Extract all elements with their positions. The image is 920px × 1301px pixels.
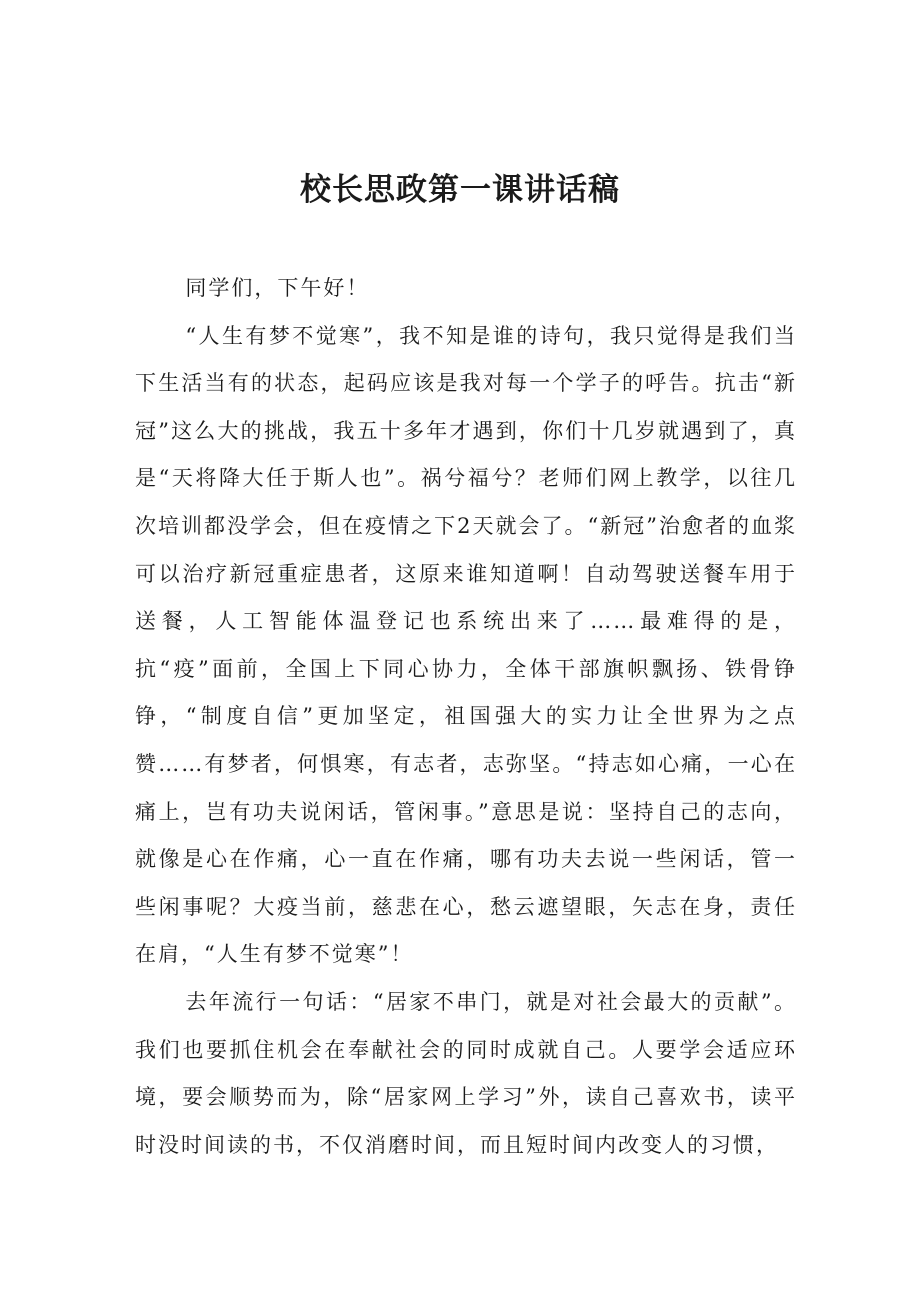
paragraph-greeting: 同学们，下午好！ [185, 276, 370, 300]
paragraph: “人生有梦不觉寒”，我不知是谁的诗句，我只觉得是我们当下生活当有的状态，起码应该是我对每一个学子的呼告。抗击“新冠”这么大的挑战，我五十多年才遇到，你们十几岁就遇到了，真是“天将降大任于斯人也”。祸兮福兮？老师们网上教学，以往几次培训都没学会，但在疫情之下2天就会了。“新冠”治愈者的血浆可以治疗新冠重症患者，这原来谁知道啊！自动驾驶送餐车用于送餐，人工智能体温登记也系统出来了……最难得的是，抗“疫”面前，全国上下同心协力，全体干部旗帜飘扬、铁骨铮铮，“制度自信”更加坚定，祖国强大的实力让全世界为之点赞……有梦者，何惧寒，有志者，志弥坚。“持志如心痛，一心在痛上，岂有功夫说闲话，管闲事。”意思是说：坚持自己的志向，就像是心在作痛，心一直在作痛，哪有功夫去说一些闲话，管一些闲事呢？大疫当前，慈悲在心，愁云遮望眼，矢志在身，责任在肩，“人生有梦不觉寒”！ [135, 323, 797, 967]
document-title: 校长思政第一课讲话稿 [300, 172, 620, 208]
paragraph: 去年流行一句话：“居家不串门，就是对社会最大的贡献”。我们也要抓住机会在奉献社会的同时成就自己。人要学会适应环境，要会顺势而为，除“居家网上学习”外，读自己喜欢书，读平时没时间读的书，不仅消磨时间，而且短时间内改变人的习惯， [135, 989, 797, 1157]
document-body [135, 265, 797, 1169]
